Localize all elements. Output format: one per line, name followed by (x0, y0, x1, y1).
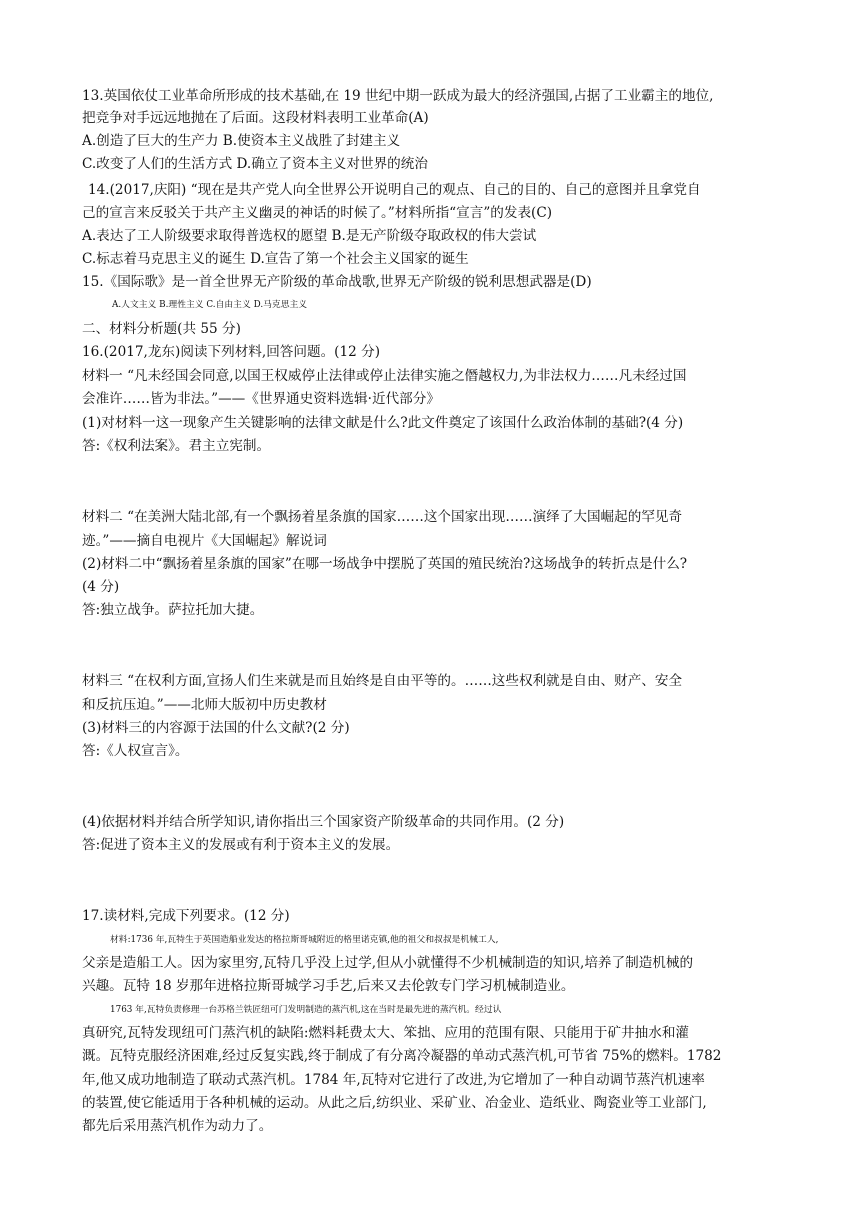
q14-options-cd: C.标志着马克思主义的诞生 D.宣告了第一个社会主义国家的诞生 (82, 251, 469, 267)
q16-material2-line1: 材料二 “在美洲大陆北部,有一个飘扬着星条旗的国家……这个国家出现……演绎了大国崛起的罕见奇 (82, 509, 683, 525)
q17-para1-line2: 父亲是造船工人。因为家里穷,瓦特几乎没上过学,但从小就懂得不少机械制造的知识,培养了制造机械的 (82, 955, 694, 971)
q16-answer1: 答:《权利法案》。君主立宪制。 (82, 438, 271, 454)
q16-intro: 16.(2017,龙东)阅读下列材料,回答问题。(12 分) (82, 344, 380, 360)
q16-question4: (4)依据材料并结合所学知识,请你指出三个国家资产阶级革命的共同作用。(2 分) (82, 814, 565, 830)
q17-para2-line6: 都先后采用蒸汽机作为动力了。 (82, 1118, 273, 1134)
q16-answer3: 答:《人权宣言》。 (82, 743, 189, 759)
q17-para1-line1: 材料:1736 年,瓦特生于英国造船业发达的格拉斯哥城附近的格里诺克镇,他的祖父和叔叔是机械工人, (110, 935, 499, 945)
q15-stem: 15.《国际歌》是一首全世界无产阶级的革命战歌,世界无产阶级的锐利思想武器是(D) (82, 274, 592, 290)
q14-stem-line1: 14.(2017,庆阳) “现在是共产党人向全世界公开说明自己的观点、自己的目的、自己的意图并且拿党自 (88, 182, 701, 198)
q13-options-ab: A.创造了巨大的生产力 B.使资本主义战胜了封建主义 (82, 133, 401, 149)
q16-question2-line2: (4 分) (82, 579, 120, 595)
q16-material2-line2: 迹。”——摘自电视片《大国崛起》解说词 (82, 533, 327, 549)
q17-para2-line5: 的装置,使它能适用于各种机械的运动。从此之后,纺织业、采矿业、冶金业、造纸业、陶瓷业等工业部门, (82, 1095, 707, 1111)
q17-para2-line2: 真研究,瓦特发现纽可门蒸汽机的缺陷:燃料耗费太大、笨拙、应用的范围有限、只能用于矿井抽水和灌 (82, 1025, 690, 1041)
q16-material3-line1: 材料三 “在权利方面,宣扬人们生来就是而且始终是自由平等的。……这些权利就是自由、财产、安全 (82, 673, 683, 689)
q13-options-cd: C.改变了人们的生活方式 D.确立了资本主义对世界的统治 (82, 156, 428, 172)
q13-stem-line1: 13.英国依仗工业革命所形成的技术基础,在 19 世纪中期一跃成为最大的经济强国,占据了工业霸主的地位, (82, 88, 714, 104)
q17-para2-line4: 年,他又成功地制造了联动式蒸汽机。1784 年,瓦特对它进行了改进,为它增加了一种自动调节蒸汽机速率 (82, 1072, 705, 1088)
q13-stem-line2: 把竞争对手远远地抛在了后面。这段材料表明工业革命(A) (82, 110, 429, 126)
q16-material1-line1: 材料一 “凡未经国会同意,以国王权威停止法律或停止法律实施之僭越权力,为非法权力……凡未经过国 (82, 368, 687, 384)
q17-para1-line3: 兴趣。瓦特 18 岁那年进格拉斯哥城学习手艺,后来又去伦敦专门学习机械制造业。 (82, 978, 575, 994)
q17-para2-line3: 溉。瓦特克服经济困难,经过反复实践,终于制成了有分离冷凝器的单动式蒸汽机,可节省 75%的燃料。1782 (82, 1048, 722, 1064)
q17-para2-line1: 1763 年,瓦特负责修理一台苏格兰铁匠纽可门发明制造的蒸汽机,这在当时是最先进的蒸汽机。经过认 (110, 1005, 502, 1015)
section-heading: 二、材料分析题(共 55 分) (82, 321, 241, 337)
q14-options-ab: A.表达了工人阶级要求取得普选权的愿望 B.是无产阶级夺取政权的伟大尝试 (82, 228, 537, 244)
q14-stem-line2: 己的宣言来反驳关于共产主义幽灵的神话的时候了。”材料所指“宣言”的发表(C) (82, 205, 553, 221)
q16-material1-line2: 会准许……皆为非法。”——《世界通史资料选辑·近代部分》 (82, 391, 440, 407)
q17-intro: 17.读材料,完成下列要求。(12 分) (82, 908, 290, 924)
q16-answer2: 答:独立战争。萨拉托加大捷。 (82, 602, 264, 618)
q16-question1: (1)对材料一这一现象产生关键影响的法律文献是什么?此文件奠定了该国什么政治体制的基础?(4 分) (82, 415, 684, 431)
q16-question3: (3)材料三的内容源于法国的什么文献?(2 分) (82, 720, 350, 736)
q16-question2-line1: (2)材料二中“飘扬着星条旗的国家”在哪一场战争中摆脱了英国的殖民统治?这场战争的转折点是什么? (82, 556, 688, 572)
q16-material3-line2: 和反抗压迫。”——北师大版初中历史教材 (82, 697, 327, 713)
q15-options: A.人文主义 B.理性主义 C.自由主义 D.马克思主义 (112, 300, 308, 310)
q16-answer4: 答:促进了资本主义的发展或有利于资本主义的发展。 (82, 837, 400, 853)
